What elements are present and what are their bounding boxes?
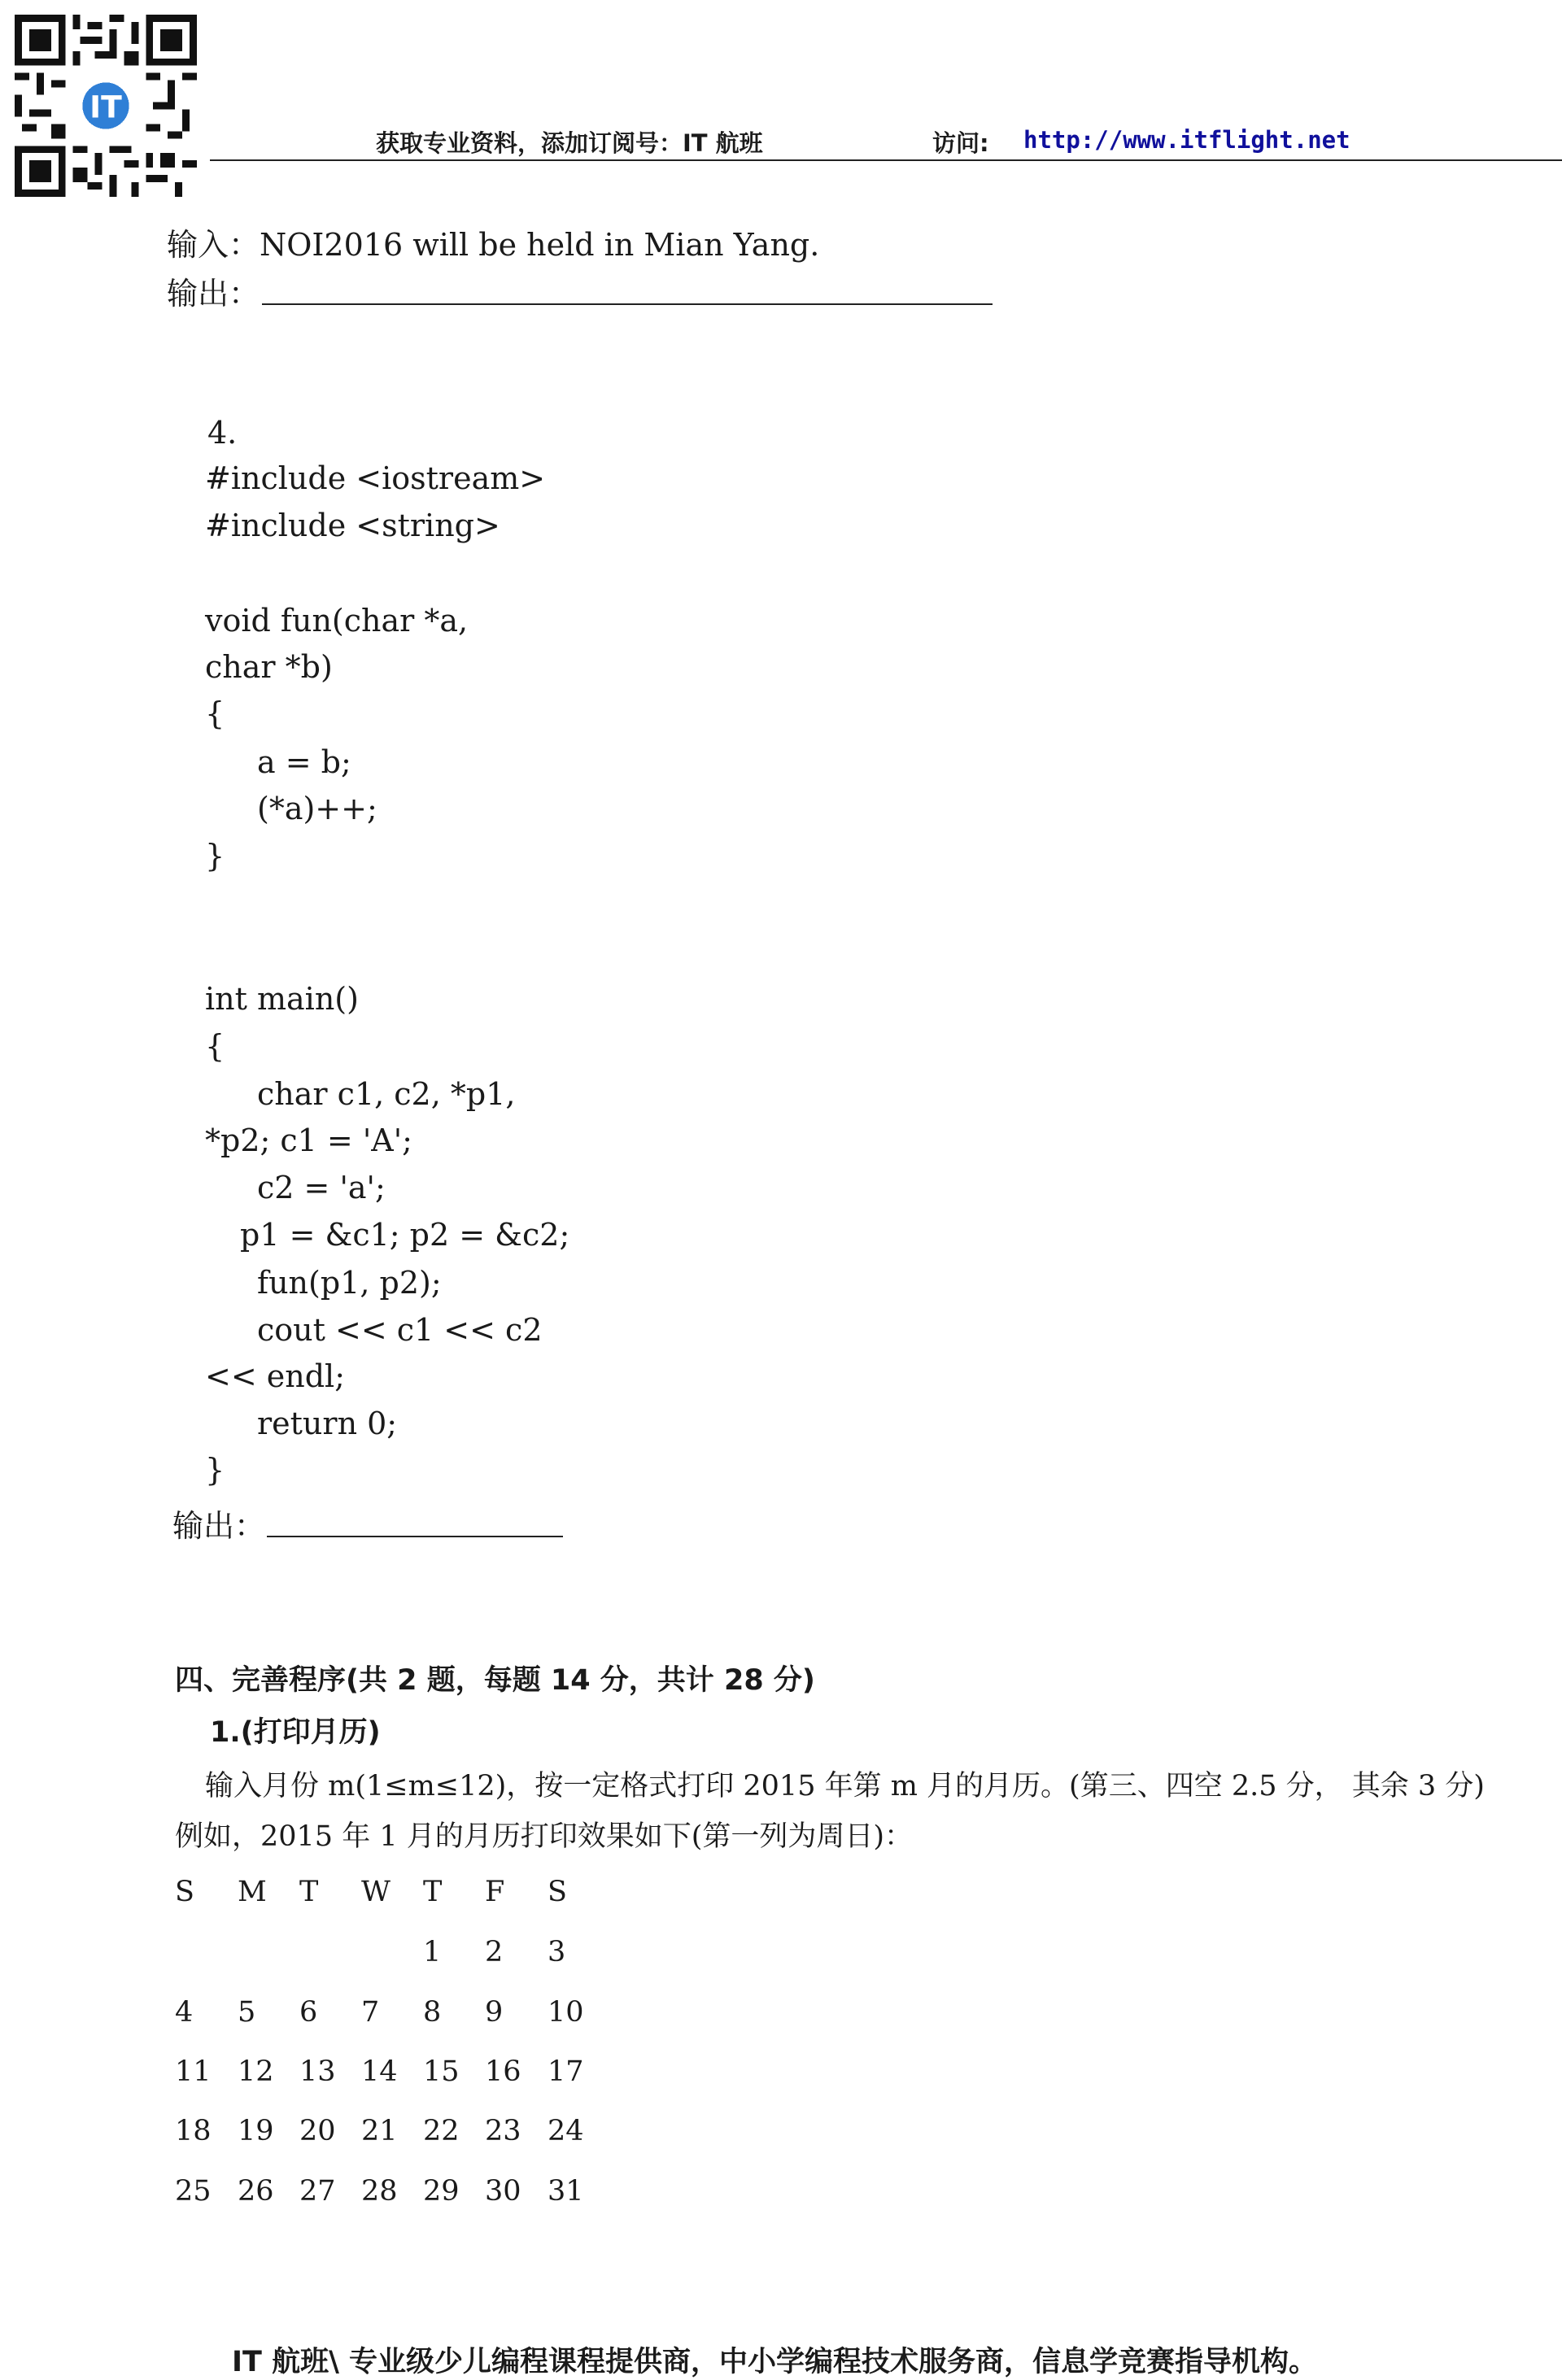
calendar-day-cell: 14: [361, 2055, 398, 2088]
code-line: #include <string>: [205, 508, 500, 543]
calendar-day-cell: 20: [299, 2115, 336, 2147]
calendar-day-cell: 6: [299, 1996, 318, 2029]
calendar-day-cell: 30: [485, 2175, 521, 2208]
code-line: char *b): [205, 649, 333, 685]
header-subscribe-text: 获取专业资料，添加订阅号：IT 航班: [376, 129, 763, 157]
calendar-day-cell: 16: [485, 2055, 521, 2088]
calendar-header-cell: F: [485, 1876, 505, 1908]
q4-output-label: 输出：: [172, 1508, 266, 1544]
code-line: << endl;: [205, 1358, 346, 1394]
calendar-header-cell: M: [238, 1876, 267, 1908]
calendar-day-cell: 5: [238, 1996, 256, 2029]
calendar-day-cell: 9: [485, 1996, 504, 2029]
code-line: c2 = 'a';: [257, 1170, 386, 1205]
q4-number: 4.: [207, 415, 238, 451]
calendar-day-cell: 21: [361, 2115, 398, 2147]
code-line: }: [205, 838, 225, 874]
q3-input-line: 输入：NOI2016 will be held in Mian Yang.: [167, 227, 820, 263]
calendar-day-cell: 8: [423, 1996, 442, 2029]
footer-text: IT 航班\ 专业级少儿编程课程提供商，中小学编程技术服务商，信息学竞赛指导机构。: [232, 2346, 1318, 2378]
calendar-day-cell: 25: [175, 2175, 212, 2208]
calendar-day-cell: 27: [299, 2175, 336, 2208]
code-line: return 0;: [257, 1406, 398, 1441]
code-line: cout << c1 << c2: [257, 1312, 543, 1348]
code-line: }: [205, 1452, 225, 1488]
calendar-day-cell: 4: [175, 1996, 194, 2029]
calendar-day-cell: 31: [548, 2175, 584, 2208]
calendar-header-cell: W: [361, 1876, 390, 1908]
calendar-day-cell: 3: [548, 1936, 566, 1968]
calendar-day-cell: 24: [548, 2115, 584, 2147]
calendar-day-cell: 12: [238, 2055, 274, 2088]
calendar-header-cell: S: [548, 1876, 567, 1908]
calendar-day-cell: 22: [423, 2115, 460, 2147]
code-line: int main(): [205, 981, 359, 1017]
qr-logo-text: IT: [89, 89, 122, 125]
section-subtitle: 1.(打印月历): [210, 1716, 381, 1749]
header-divider: [210, 159, 1562, 161]
calendar-day-cell: 23: [485, 2115, 521, 2147]
calendar-day-cell: 2: [485, 1936, 504, 1968]
calendar-day-cell: 29: [423, 2175, 460, 2208]
code-line: #include <iostream>: [205, 460, 546, 496]
problem-example-intro: 例如，2015 年 1 月的月历打印效果如下(第一列为周日)：: [175, 1820, 914, 1853]
calendar-day-cell: 15: [423, 2055, 460, 2088]
code-line: char c1, c2, *p1,: [257, 1076, 516, 1112]
calendar-day-cell: 19: [238, 2115, 274, 2147]
problem-description: 输入月份 m(1≤m≤12)，按一定格式打印 2015 年第 m 月的月历。(第三、四空 2.5 分， 其余 3 分): [205, 1770, 1485, 1802]
calendar-day-cell: 28: [361, 2175, 398, 2208]
q3-answer-blank[interactable]: [262, 303, 993, 305]
calendar-day-cell: 17: [548, 2055, 584, 2088]
calendar-day-cell: 13: [299, 2055, 336, 2088]
code-line: {: [205, 695, 225, 731]
calendar-day-cell: 18: [175, 2115, 212, 2147]
calendar-day-cell: 7: [361, 1996, 380, 2029]
code-line: a = b;: [257, 744, 351, 780]
calendar-day-cell: 11: [175, 2055, 212, 2088]
calendar-header-cell: T: [423, 1876, 443, 1908]
code-line: {: [205, 1028, 225, 1064]
calendar-day-cell: 1: [423, 1936, 442, 1968]
code-line: p1 = &c1; p2 = &c2;: [240, 1217, 570, 1253]
code-line: *p2; c1 = 'A';: [205, 1122, 412, 1158]
qr-code: [15, 15, 197, 197]
header-url-link[interactable]: http://www.itflight.net: [1023, 126, 1350, 154]
code-line: (*a)++;: [257, 791, 377, 826]
section-title: 四、完善程序(共 2 题，每题 14 分，共计 28 分): [175, 1664, 815, 1697]
calendar-day-cell: 10: [548, 1996, 584, 2029]
calendar-day-cell: 26: [238, 2175, 274, 2208]
q4-answer-blank[interactable]: [267, 1536, 563, 1537]
calendar-header-cell: S: [175, 1876, 194, 1908]
code-line: fun(p1, p2);: [257, 1265, 442, 1301]
q3-output-label: 输出：: [167, 276, 260, 312]
code-line: void fun(char *a,: [205, 603, 469, 639]
header-visit-label: 访问:: [932, 129, 989, 157]
calendar-header-cell: T: [299, 1876, 319, 1908]
